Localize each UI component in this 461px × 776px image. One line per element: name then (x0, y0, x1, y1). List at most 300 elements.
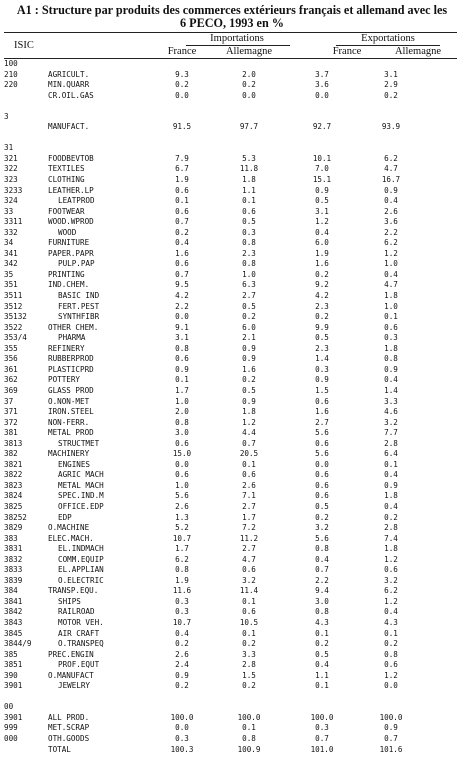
value-imports-allemagne: 0.6 (242, 565, 256, 575)
value-exports-france: 0.1 (315, 681, 329, 691)
table-row (0, 312, 461, 323)
table-row (0, 323, 461, 334)
table-row (0, 228, 461, 239)
product-label: ENGINES (58, 459, 91, 469)
isic-code (0, 91, 47, 102)
product-label: WOOD (58, 227, 77, 237)
value-exports-allemagne: 0.4 (384, 375, 398, 385)
value-imports-allemagne: 0.2 (242, 681, 256, 691)
value-exports-allemagne: 0.3 (384, 333, 398, 343)
value-imports-france: 0.8 (175, 417, 189, 427)
value-exports-allemagne: 0.0 (384, 681, 398, 691)
isic-code: 356 (4, 354, 18, 364)
value-exports-allemagne: 1.8 (384, 491, 398, 501)
isic-code: 3845 (4, 628, 23, 638)
table-row (0, 386, 461, 397)
isic-code: 383 (4, 533, 18, 543)
product-label: TOTAL (48, 744, 71, 754)
value-imports-allemagne: 0.8 (242, 238, 256, 248)
value-exports-france: 0.4 (315, 554, 329, 564)
value-imports-france: 0.2 (175, 227, 189, 237)
value-imports-allemagne: 10.5 (239, 617, 259, 627)
product-label: TRANSP.EQU. (48, 586, 99, 596)
value-imports-allemagne: 0.1 (242, 596, 256, 606)
value-imports-allemagne: 0.5 (242, 217, 256, 227)
value-exports-france: 0.5 (315, 196, 329, 206)
value-exports-allemagne (360, 59, 422, 70)
product-label: AGRIC MACH (58, 470, 104, 480)
isic-code: 385 (4, 649, 18, 659)
isic-code: 372 (4, 417, 18, 427)
value-imports-allemagne: 0.2 (242, 375, 256, 385)
value-imports-allemagne: 1.8 (242, 407, 256, 417)
isic-code: 355 (4, 343, 18, 353)
value-exports-allemagne: 6.2 (384, 586, 398, 596)
value-imports-allemagne (214, 692, 284, 703)
isic-code: 3851 (4, 660, 23, 670)
header-allemagne-exports: Allemagne (394, 46, 442, 57)
value-imports-allemagne: 20.5 (239, 449, 259, 459)
value-imports-france: 0.6 (175, 470, 189, 480)
value-imports-france: 0.2 (175, 80, 189, 90)
table-row (0, 639, 461, 650)
product-label: ALL PROD. (48, 712, 90, 722)
value-imports-france: 0.8 (175, 565, 189, 575)
value-imports-allemagne: 0.8 (242, 259, 256, 269)
value-exports-france (284, 101, 360, 112)
value-exports-allemagne: 1.0 (384, 259, 398, 269)
isic-code: 324 (4, 196, 18, 206)
value-imports-allemagne: 11.2 (239, 533, 259, 543)
value-exports-allemagne: 1.8 (384, 544, 398, 554)
table-row (0, 249, 461, 260)
product-label: O.MANUFACT (48, 670, 94, 680)
isic-code: 3831 (4, 544, 23, 554)
value-imports-allemagne: 0.3 (242, 227, 256, 237)
value-exports-allemagne: 0.7 (384, 734, 398, 743)
isic-code: 3842 (4, 607, 23, 617)
value-imports-allemagne: 2.7 (242, 501, 256, 511)
value-imports-france: 15.0 (172, 449, 192, 459)
table-row (0, 143, 461, 154)
isic-code: 361 (4, 364, 18, 374)
product-label: WOOD.WPROD (48, 217, 94, 227)
value-exports-france (284, 59, 360, 70)
value-imports-france: 2.6 (175, 501, 189, 511)
value-imports-france: 0.8 (175, 343, 189, 353)
isic-code: 3901 (4, 712, 23, 722)
value-imports-france: 1.0 (175, 480, 189, 490)
value-imports-allemagne: 0.1 (242, 628, 256, 638)
product-label: O.NON-MET (48, 396, 90, 406)
value-exports-allemagne: 7.7 (384, 428, 398, 438)
isic-code: 220 (4, 80, 18, 90)
value-exports-allemagne: 101.6 (379, 744, 403, 754)
value-exports-france: 1.6 (315, 407, 329, 417)
value-imports-france: 7.9 (175, 153, 189, 163)
isic-code: 3829 (4, 523, 23, 533)
value-exports-allemagne: 4.7 (384, 280, 398, 290)
value-imports-allemagne: 1.2 (242, 417, 256, 427)
isic-code (0, 122, 47, 133)
table-row (0, 629, 461, 640)
value-imports-france: 100.3 (170, 744, 194, 754)
value-exports-france: 0.6 (315, 491, 329, 501)
isic-code: 371 (4, 407, 18, 417)
product-label: NON-FERR. (48, 417, 90, 427)
value-exports-france: 6.0 (315, 238, 329, 248)
table-row (0, 681, 461, 692)
isic-code: 3841 (4, 596, 23, 606)
value-exports-france: 0.5 (315, 649, 329, 659)
header-france-imports: France (167, 46, 197, 57)
product-label: COMM.EQUIP (58, 554, 104, 564)
isic-code: 323 (4, 175, 18, 185)
value-exports-allemagne: 6.4 (384, 449, 398, 459)
table-row (0, 70, 461, 81)
table-row (0, 217, 461, 228)
table-row (0, 544, 461, 555)
value-exports-allemagne: 100.0 (379, 712, 403, 722)
product-label: ELEC.MACH. (48, 533, 94, 543)
value-imports-france: 5.2 (175, 523, 189, 533)
table-row (0, 80, 461, 91)
value-exports-allemagne: 0.6 (384, 565, 398, 575)
value-imports-allemagne: 0.6 (242, 607, 256, 617)
table-row (0, 291, 461, 302)
product-label: JEWELRY (58, 681, 91, 691)
table-row (0, 133, 461, 144)
value-imports-france: 0.3 (175, 734, 189, 743)
product-label: EL.INDMACH (58, 544, 104, 554)
isic-code: 381 (4, 428, 18, 438)
value-exports-france: 0.7 (315, 565, 329, 575)
table-row (0, 723, 461, 734)
product-label: FURNITURE (48, 238, 90, 248)
product-label: FOODBEVTOB (48, 153, 94, 163)
isic-code: 3843 (4, 617, 23, 627)
value-exports-allemagne: 6.2 (384, 153, 398, 163)
product-label: OTH.GOODS (48, 734, 90, 743)
product-label: MIN.QUARR (48, 80, 90, 90)
table-row (0, 523, 461, 534)
product-label (47, 112, 150, 123)
isic-code: 384 (4, 586, 18, 596)
value-exports-allemagne (360, 143, 422, 154)
value-exports-allemagne: 2.8 (384, 438, 398, 448)
value-imports-allemagne (214, 133, 284, 144)
value-imports-allemagne: 0.7 (242, 438, 256, 448)
isic-code: 351 (4, 280, 18, 290)
value-imports-allemagne: 11.8 (239, 164, 259, 174)
value-imports-allemagne (214, 143, 284, 154)
value-exports-allemagne: 0.4 (384, 269, 398, 279)
value-imports-france: 9.3 (175, 69, 189, 79)
isic-code: 34 (4, 238, 14, 248)
product-label: FOOTWEAR (48, 206, 85, 216)
value-imports-france: 3.1 (175, 333, 189, 343)
product-label (47, 59, 150, 70)
value-exports-allemagne: 4.6 (384, 407, 398, 417)
value-imports-allemagne: 0.9 (242, 396, 256, 406)
value-exports-allemagne (360, 101, 422, 112)
table-row (0, 154, 461, 165)
product-label: TEXTILES (48, 164, 85, 174)
value-imports-allemagne (214, 59, 284, 70)
value-exports-france: 9.9 (315, 322, 329, 332)
value-imports-allemagne: 0.6 (242, 206, 256, 216)
value-imports-france: 0.7 (175, 217, 189, 227)
isic-code: 3522 (4, 322, 23, 332)
value-imports-france: 3.0 (175, 428, 189, 438)
value-exports-france: 0.0 (315, 459, 329, 469)
product-label: PROF.EQUT (58, 660, 100, 670)
value-imports-france: 1.7 (175, 385, 189, 395)
value-exports-france: 0.8 (315, 544, 329, 554)
table-row (0, 671, 461, 682)
value-exports-france: 0.4 (315, 660, 329, 670)
isic-code: 3823 (4, 480, 23, 490)
value-exports-allemagne: 2.6 (384, 206, 398, 216)
product-label: REFINERY (48, 343, 85, 353)
product-label: PAPER.PAPR (48, 248, 94, 258)
value-imports-france: 1.9 (175, 175, 189, 185)
product-label: EL.APPLIAN (58, 565, 104, 575)
value-imports-france: 0.6 (175, 259, 189, 269)
value-imports-france: 2.0 (175, 407, 189, 417)
table-row (0, 280, 461, 291)
value-exports-france: 5.6 (315, 449, 329, 459)
isic-code: 35 (4, 269, 14, 279)
table-row (0, 122, 461, 133)
value-imports-allemagne: 1.1 (242, 185, 256, 195)
value-imports-allemagne: 2.8 (242, 660, 256, 670)
header-allemagne-imports: Allemagne (225, 46, 273, 57)
product-label: PULP.PAP (58, 259, 95, 269)
value-exports-allemagne: 0.8 (384, 354, 398, 364)
value-exports-allemagne: 0.4 (384, 196, 398, 206)
table-body (0, 59, 461, 755)
value-exports-allemagne: 0.9 (384, 723, 398, 733)
table-row (0, 354, 461, 365)
value-exports-allemagne: 3.3 (384, 396, 398, 406)
value-imports-allemagne: 5.3 (242, 153, 256, 163)
product-label (47, 143, 150, 154)
table-row (0, 207, 461, 218)
table-row (0, 238, 461, 249)
table-row (0, 259, 461, 270)
table-row (0, 418, 461, 429)
value-imports-france: 1.0 (175, 396, 189, 406)
value-exports-france: 1.9 (315, 248, 329, 258)
product-label: O.TRANSPEQ (58, 639, 104, 649)
isic-code: 3813 (4, 438, 23, 448)
product-label (47, 133, 150, 144)
product-label: O.ELECTRIC (58, 575, 104, 585)
isic-code: 3311 (4, 217, 23, 227)
value-exports-allemagne: 0.1 (384, 312, 398, 322)
value-exports-france: 1.1 (315, 670, 329, 680)
value-exports-allemagne: 0.6 (384, 660, 398, 670)
value-imports-france: 2.4 (175, 660, 189, 670)
isic-code: 3839 (4, 575, 23, 585)
value-exports-allemagne: 0.2 (384, 639, 398, 649)
value-imports-france: 0.2 (175, 639, 189, 649)
isic-code: 999 (4, 723, 18, 733)
value-imports-france: 0.9 (175, 670, 189, 680)
value-exports-france: 101.0 (310, 744, 334, 754)
value-exports-france: 0.5 (315, 501, 329, 511)
isic-code: 3832 (4, 554, 23, 564)
product-label: LEATPROD (58, 196, 95, 206)
value-imports-france: 1.3 (175, 512, 189, 522)
product-label: CLOTHING (48, 175, 85, 185)
value-imports-allemagne: 0.1 (242, 723, 256, 733)
isic-code: 342 (4, 259, 18, 269)
table-row (0, 344, 461, 355)
value-imports-allemagne: 4.4 (242, 428, 256, 438)
value-imports-allemagne: 0.2 (242, 312, 256, 322)
product-label (47, 101, 150, 112)
isic-code: 3901 (4, 681, 23, 691)
value-exports-allemagne (360, 112, 422, 123)
table-title (8, 4, 456, 30)
value-imports-france (150, 112, 214, 123)
value-imports-allemagne: 1.5 (242, 670, 256, 680)
table-row (0, 333, 461, 344)
value-exports-france: 3.0 (315, 596, 329, 606)
value-imports-allemagne: 100.0 (237, 712, 261, 722)
value-exports-allemagne (360, 692, 422, 703)
product-label: O.MACHINE (48, 523, 90, 533)
value-exports-allemagne: 4.3 (384, 617, 398, 627)
product-label: PREC.ENGIN (48, 649, 94, 659)
product-label: AGRICULT. (48, 69, 90, 79)
value-imports-allemagne: 2.7 (242, 544, 256, 554)
value-exports-allemagne: 1.4 (384, 385, 398, 395)
product-label: SPEC.IND.M (58, 491, 104, 501)
value-exports-france (284, 692, 360, 703)
product-label: FERT.PEST (58, 301, 100, 311)
table-row (0, 59, 461, 70)
product-label: LEATHER.LP (48, 185, 94, 195)
value-exports-france (284, 133, 360, 144)
product-label: OFFICE.EDP (58, 501, 104, 511)
value-imports-allemagne: 7.1 (242, 491, 256, 501)
table-row (0, 375, 461, 386)
table-row (0, 502, 461, 513)
value-imports-france: 1.9 (175, 575, 189, 585)
product-label: GLASS PROD (48, 385, 94, 395)
table-row (0, 745, 461, 756)
product-label: OTHER CHEM. (48, 322, 99, 332)
header-france-exports: France (332, 46, 362, 57)
value-imports-france: 0.6 (175, 354, 189, 364)
value-imports-allemagne (214, 101, 284, 112)
header-isic: ISIC (14, 40, 34, 51)
value-exports-allemagne: 0.2 (384, 512, 398, 522)
value-imports-france: 0.7 (175, 269, 189, 279)
value-exports-france: 0.0 (315, 90, 329, 100)
value-exports-allemagne: 16.7 (381, 175, 401, 185)
value-imports-france: 2.6 (175, 649, 189, 659)
value-imports-france: 0.0 (175, 723, 189, 733)
value-exports-france: 3.7 (315, 69, 329, 79)
value-imports-allemagne: 0.0 (242, 90, 256, 100)
product-label: CR.OIL.GAS (48, 90, 94, 100)
value-exports-allemagne: 0.6 (384, 322, 398, 332)
table-row (0, 186, 461, 197)
value-exports-allemagne: 7.4 (384, 533, 398, 543)
value-exports-allemagne: 2.8 (384, 523, 398, 533)
product-label: PLASTICPRD (48, 364, 94, 374)
table-row (0, 491, 461, 502)
product-label (47, 692, 150, 703)
isic-code (0, 133, 47, 144)
value-imports-france (150, 59, 214, 70)
table-row (0, 112, 461, 123)
isic-code: 210 (4, 69, 18, 79)
table-row (0, 513, 461, 524)
value-exports-france (284, 702, 360, 713)
value-exports-france: 0.5 (315, 333, 329, 343)
value-exports-france: 4.3 (315, 617, 329, 627)
value-exports-france: 0.3 (315, 364, 329, 374)
table-row (0, 692, 461, 703)
table-row (0, 449, 461, 460)
product-label: METAL MACH (58, 480, 104, 490)
product-label: IRON.STEEL (48, 407, 94, 417)
value-imports-france: 0.4 (175, 238, 189, 248)
product-label: MACHINERY (48, 449, 90, 459)
product-label: RAILROAD (58, 607, 95, 617)
value-exports-allemagne (360, 133, 422, 144)
value-exports-france: 0.6 (315, 470, 329, 480)
value-imports-france: 0.6 (175, 185, 189, 195)
isic-code: 353/4 (4, 333, 27, 343)
isic-code: 33 (4, 206, 14, 216)
value-exports-allemagne: 0.9 (384, 185, 398, 195)
table-row (0, 302, 461, 313)
table-row (0, 270, 461, 281)
product-label: POTTERY (48, 375, 81, 385)
isic-code: 382 (4, 449, 18, 459)
value-exports-allemagne: 0.1 (384, 628, 398, 638)
value-exports-allemagne: 0.4 (384, 501, 398, 511)
table-row (0, 576, 461, 587)
value-imports-france: 91.5 (172, 122, 192, 132)
table-row (0, 555, 461, 566)
value-imports-france: 0.3 (175, 596, 189, 606)
value-exports-france: 0.6 (315, 480, 329, 490)
value-imports-allemagne: 0.1 (242, 196, 256, 206)
table-row (0, 650, 461, 661)
value-imports-allemagne: 0.8 (242, 734, 256, 743)
isic-code: 341 (4, 248, 18, 258)
value-exports-allemagne: 0.4 (384, 470, 398, 480)
value-imports-allemagne (214, 702, 284, 713)
value-exports-allemagne: 0.2 (384, 90, 398, 100)
title-line-1: A1 : Structure par produits des commerces extérieurs français et allemand avec les (16, 3, 448, 17)
value-exports-allemagne: 2.2 (384, 227, 398, 237)
isic-code: 38252 (4, 512, 27, 522)
value-exports-allemagne: 1.2 (384, 554, 398, 564)
product-label: PRINTING (48, 269, 85, 279)
table-row (0, 175, 461, 186)
table-row (0, 407, 461, 418)
value-exports-france: 1.6 (315, 259, 329, 269)
value-exports-france (284, 143, 360, 154)
